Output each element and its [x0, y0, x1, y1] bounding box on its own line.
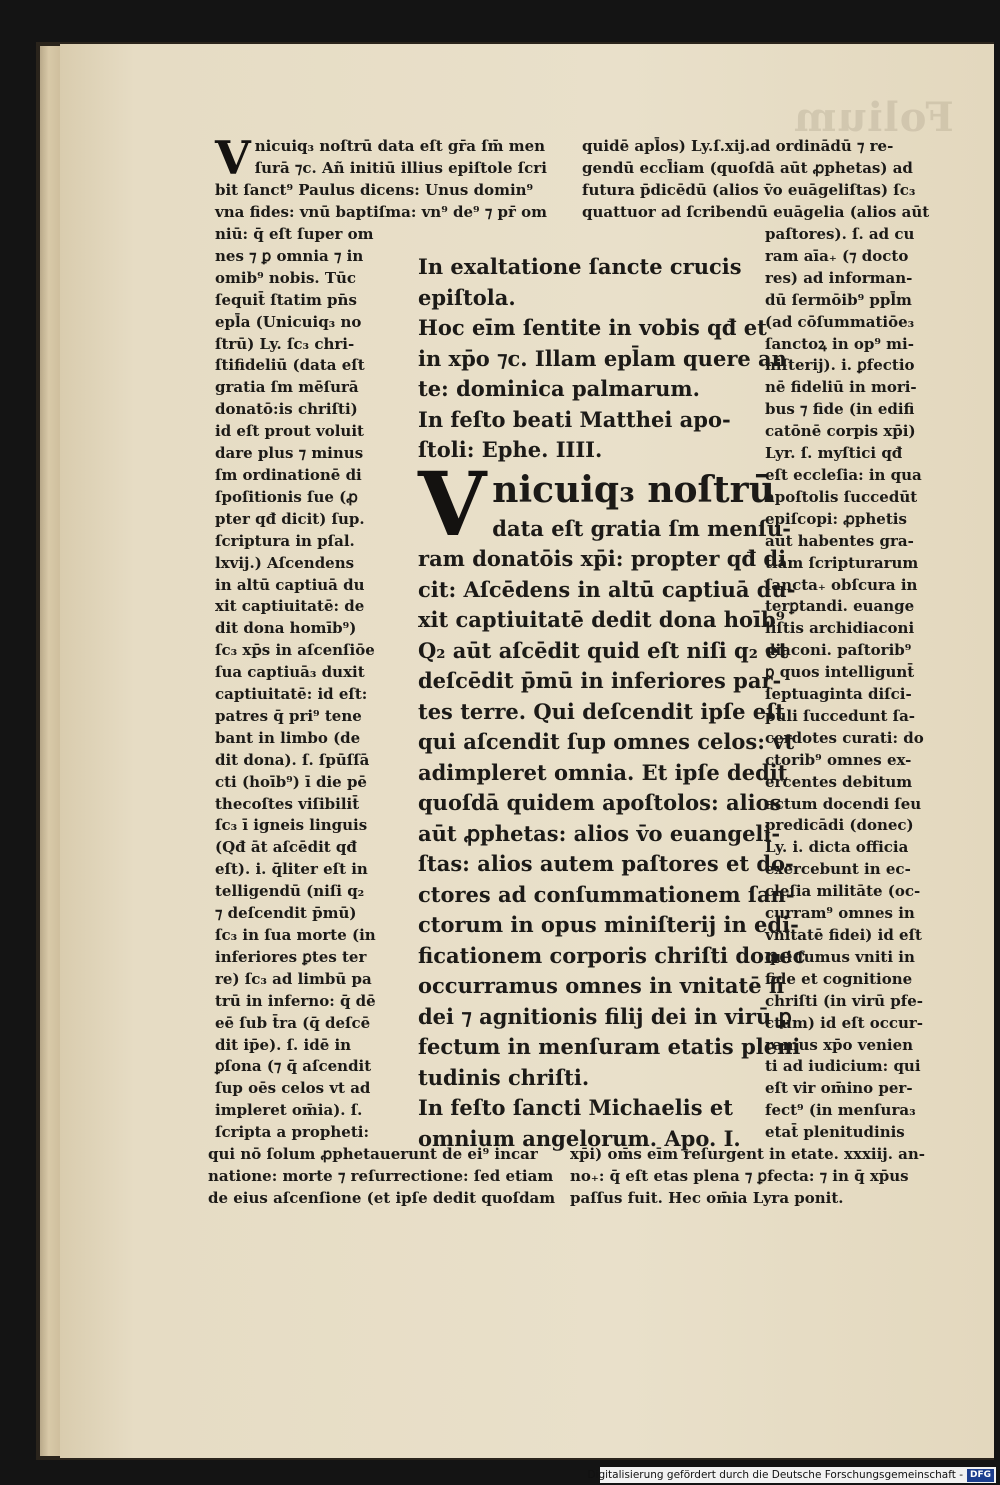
- text-line: Q₂ aūt aſcēdit quid eſt niſi q₂ et: [418, 637, 789, 663]
- text-line: ti ad iudicium: qui: [765, 1057, 921, 1076]
- text-line: cerdotes curati: do: [765, 728, 924, 747]
- text-line: In exaltatione ſancte crucis: [418, 254, 742, 279]
- text-line: res) ad informan-: [765, 268, 913, 287]
- text-line: bus ⁊ fide (in edifi: [765, 400, 915, 419]
- text-line: ſtoli: Ephe. IIII.: [418, 437, 603, 462]
- text-line: ercentes debitum: [765, 772, 913, 791]
- text-line: quidē apl̄os) Ly.ſ.xij.ad ordinādū ⁊ re-: [582, 137, 894, 155]
- text-line: telligendū (niſi q₂: [215, 882, 365, 901]
- main-initial-block: [418, 451, 806, 1155]
- text-line: deſcēdit p̄mū in inferiores par-: [418, 668, 782, 693]
- text-line: eſt vir om̄ino per-: [765, 1079, 913, 1098]
- text-line: ramus xp̄o venien: [765, 1035, 914, 1054]
- text-line: dū ſermōib⁹ ppl̄m: [765, 290, 912, 309]
- text-line: dare plus ⁊ minus: [215, 444, 364, 463]
- text-line: gratia ſm mēſurā: [215, 378, 359, 397]
- page-edge: [40, 46, 62, 1456]
- epistle-heading: [418, 252, 787, 466]
- text-line: qui ſumus vniti in: [765, 947, 915, 966]
- text-line: te: dominica palmarum.: [418, 376, 700, 401]
- text-line: ficationem corporis chriſti donec: [418, 942, 806, 968]
- text-line: ctores ad conſummationem ſan-: [418, 881, 795, 907]
- text-line: qui aſcendit ſup omnes celos: vt: [418, 729, 795, 754]
- text-line: aūt ꝓphetas: alios v̄o euangeli-: [418, 820, 781, 846]
- text-line: captiuitatē: id eſt:: [215, 685, 368, 704]
- text-line: re) ſc₃ ad limbū pa: [215, 969, 372, 988]
- text-line: cit: Aſcēdens in altū captiuā du-: [418, 576, 796, 602]
- text-line: dit ip̄e). ſ. idē in: [215, 1035, 352, 1054]
- text-line: omib⁹ nobis. Tūc: [215, 268, 357, 287]
- text-line: in xp̄o ⁊c. Illam epl̄am quere an: [418, 345, 787, 371]
- text-line: eſt eccleſia: in qua: [765, 465, 922, 484]
- text-line: fide et cognitione: [765, 969, 913, 988]
- text-line: ctorib⁹ omnes ex-: [765, 750, 912, 769]
- bottom-left-gloss: [208, 1144, 558, 1210]
- text-line: paſſus fuit. Hec om̄ia Lyra ponit.: [570, 1188, 844, 1207]
- text-line: (ad cōſummatiōe₃: [765, 312, 915, 331]
- text-line: bant in limbo (de: [215, 728, 361, 747]
- text-line: dei ⁊ agnitionis filij dei in virū ꝑ: [418, 1003, 792, 1029]
- text-line: in altū captiuā du: [215, 575, 365, 594]
- text-line: Lyr. ſ. myſtici qđ: [765, 444, 903, 463]
- text-line: ſancta₊ obſcura in: [765, 575, 918, 594]
- text-line: exercebunt in ec-: [765, 860, 911, 879]
- text-line: adimpleret omnia. Et ipſe dedit: [418, 759, 788, 785]
- text-line: epiſtola.: [418, 284, 516, 310]
- text-line: id eſt prout voluit: [215, 422, 364, 441]
- text-line: xp̄i) om̄s eīm reſurgent in etate. xxxiij. an-: [570, 1145, 926, 1163]
- text-line: epiſcopi: ꝓphetis: [765, 509, 907, 528]
- text-line: donatō:is chriſti): [215, 400, 358, 419]
- text-line: inferiores ꝑtes ter: [215, 947, 367, 966]
- text-line: niſterij). i. ꝑfectio: [765, 356, 915, 375]
- text-line: trū in inferno: q̄ dē: [215, 991, 376, 1010]
- top-right-gloss: [582, 136, 930, 224]
- epistle-body: [418, 514, 806, 1155]
- text-line: paſtores). ſ. ad cu: [765, 225, 915, 243]
- text-line: thecoſtes viſibilit̄: [215, 794, 360, 813]
- text-line: etat̄ plenitudinis: [765, 1123, 905, 1142]
- text-line: patres q̄ pri⁹ tene: [215, 706, 362, 725]
- left-gloss-column: [215, 224, 375, 1144]
- text-line: chriſti (in virū pfe-: [765, 991, 924, 1010]
- text-line: apoſtolis ſuccedūt: [765, 487, 918, 506]
- text-line: ſcripta a propheti:: [215, 1123, 369, 1142]
- dfg-logo: DFG: [967, 1469, 994, 1482]
- text-line: no₊: q̄ eſt etas plena ⁊ ꝑfecta: ⁊ in q̄ xp̄us: [570, 1166, 909, 1185]
- text-line: xit captiuitatē: de: [215, 597, 365, 616]
- text-line: de eius aſcenſione (et ipſe dedit quoſdam: [208, 1188, 556, 1207]
- text-line: bit ſanct⁹ Paulus dicens: Unus domin⁹: [215, 180, 534, 199]
- text-line: eſt). i. q̄liter eſt in: [215, 860, 368, 879]
- text-line: ſtas: alios autem paſtores et do-: [418, 851, 794, 876]
- text-line: occurramus omnes in vnitatē fi: [418, 973, 785, 998]
- top-left-gloss: [215, 131, 570, 224]
- first-line: nicuiq₃ noſtrū: [492, 468, 775, 511]
- text-line: terꝑtandi. euange: [765, 597, 915, 616]
- text-line: catōnē corpis xp̄i): [765, 422, 916, 441]
- text-line: ſeptuaginta diſci-: [765, 685, 912, 704]
- text-line: cleſia militāte (oc-: [765, 882, 921, 901]
- text-line: ſcriptura in pſal.: [215, 531, 355, 550]
- text-line: actum docendi ſeu: [765, 794, 922, 813]
- text-line: lxvij.) Aſcendens: [215, 553, 355, 572]
- text-line: ſm ordinationē di: [215, 465, 362, 484]
- text-line: aūt habentes gra-: [765, 531, 914, 550]
- text-line: futura p̄dicēdū (alios v̄o euāgeliſtas) ſc₃: [582, 180, 916, 199]
- book-page: [60, 44, 994, 1458]
- text-line: In feſto beati Matthei apo-: [418, 406, 731, 432]
- text-line: liſtis archidiaconi: [765, 619, 915, 638]
- text-line: ſup oēs celos vt ad: [215, 1079, 371, 1098]
- text-line: ſurā ⁊c. Añ initiū illius epiſtole ſcri: [254, 158, 547, 177]
- text-line: ctorum in opus miniſterij in edi-: [418, 912, 799, 937]
- text-line: ram donatōis xp̄i: propter qđ di: [418, 546, 787, 571]
- text-line: tiam ſcripturarum: [765, 553, 919, 572]
- text-line: niū: q̄ eſt ſuper om: [215, 225, 374, 243]
- text-line: ꝑſona (⁊ q̄ aſcendit: [215, 1057, 372, 1076]
- text-line: vnitatē fidei) id eſt: [765, 926, 922, 944]
- text-line: gendū eccl̄iam (quoſdā aūt ꝓphetas) ad: [582, 158, 913, 177]
- text-line: fectum in menſuram etatis pleni: [418, 1034, 801, 1059]
- text-line: quattuor ad ſcribendū euāgelia (alios aūt: [582, 202, 930, 221]
- running-head: Folium: [793, 94, 954, 141]
- text-line: quoſdā quidem apoſtolos: alios: [418, 790, 782, 815]
- text-line: cti (hoīb⁹) ī die pē: [215, 772, 367, 791]
- footer-text: Digitalisierung gefördert durch die Deutsche Forschungsgemeinschaft -: [587, 1469, 963, 1481]
- text-line: epl̄a (Unicuiq₃ no: [215, 312, 362, 331]
- text-line: xit captiuitatē dedit dona hoīb⁹: [418, 607, 785, 632]
- text-line: Hoc eīm ſentite in vobis qđ et: [418, 315, 767, 340]
- text-line: dit dona). ſ. ſpūſſā: [215, 750, 370, 769]
- text-line: ſtifideliū (data eſt: [215, 356, 365, 375]
- text-line: puli ſuccedunt ſa-: [765, 706, 916, 725]
- text-line: ctum) id eſt occur-: [765, 1013, 924, 1032]
- text-line: impleret om̄ia). ſ.: [215, 1101, 363, 1120]
- text-line: qui nō ſolum ꝓphetauerunt de ei⁹ incar: [208, 1145, 538, 1163]
- text-line: fect⁹ (in menſura₃: [765, 1101, 916, 1120]
- bottom-right-gloss: [570, 1144, 940, 1210]
- text-line: ſc₃ ī igneis linguis: [215, 816, 368, 835]
- main-initial: V: [418, 451, 487, 556]
- text-line: ſc₃ in ſua morte (in: [215, 926, 376, 944]
- text-line: ram aīa₊ (⁊ docto: [765, 246, 909, 265]
- text-line: In feſto ſancti Michaelis et: [418, 1095, 733, 1120]
- text-line: ſequit̄ ſtatim pn̄s: [215, 290, 357, 309]
- text-line: ſua captiuā₃ duxit: [215, 663, 365, 682]
- text-line: ſtrū) Ly. ſc₃ chri-: [215, 334, 355, 353]
- text-line: data eſt gratia ſm menſu-: [492, 515, 791, 541]
- text-line: ſanctoꝝ in op⁹ mi-: [765, 334, 914, 353]
- text-line: natione: morte ⁊ reſurrectione: ſed etiam: [208, 1166, 554, 1185]
- text-line: eē ſub t̄ra (q̄ deſcē: [215, 1013, 371, 1032]
- text-line: tes terre. Qui deſcendit ipſe eſt: [418, 698, 785, 724]
- text-line: nes ⁊ ꝑ omnia ⁊ in: [215, 246, 364, 265]
- text-line: nicuiq₃ noſtrū data eſt gr̄a ſm̄ men: [254, 137, 546, 155]
- text-line: tudinis chriſti.: [418, 1064, 590, 1090]
- text-line: diaconi. paſtorib⁹: [765, 641, 912, 660]
- text-line: predicādi (donec): [765, 816, 914, 835]
- text-line: ꝑ quos intelligunt̄: [765, 663, 915, 682]
- text-line: ſpoſitionis ſue (ꝓ: [215, 487, 358, 506]
- digitization-footer: [587, 1467, 996, 1483]
- text-line: nē fideliū in mori-: [765, 378, 917, 397]
- text-line: pter qđ dicit) ſup.: [215, 509, 365, 528]
- text-line: ſc₃ xp̄s in aſcenſiōe: [215, 641, 375, 660]
- text-line: dit dona homīb⁹): [215, 619, 357, 638]
- text-line: (Qđ āt aſcēdit qđ: [215, 838, 357, 857]
- main-text-column: [418, 252, 806, 1154]
- gloss-initial: V: [215, 131, 251, 185]
- text-line: curram⁹ omnes in: [765, 904, 915, 923]
- text-line: vna fides: vnū baptiſma: vn⁹ de⁹ ⁊ pr̄ om: [215, 202, 547, 221]
- text-line: ⁊ deſcendit p̄mū): [215, 904, 357, 923]
- text-line: omnium angelorum. Apo. I.: [418, 1125, 741, 1151]
- text-line: Ly. i. dicta officia: [765, 838, 909, 857]
